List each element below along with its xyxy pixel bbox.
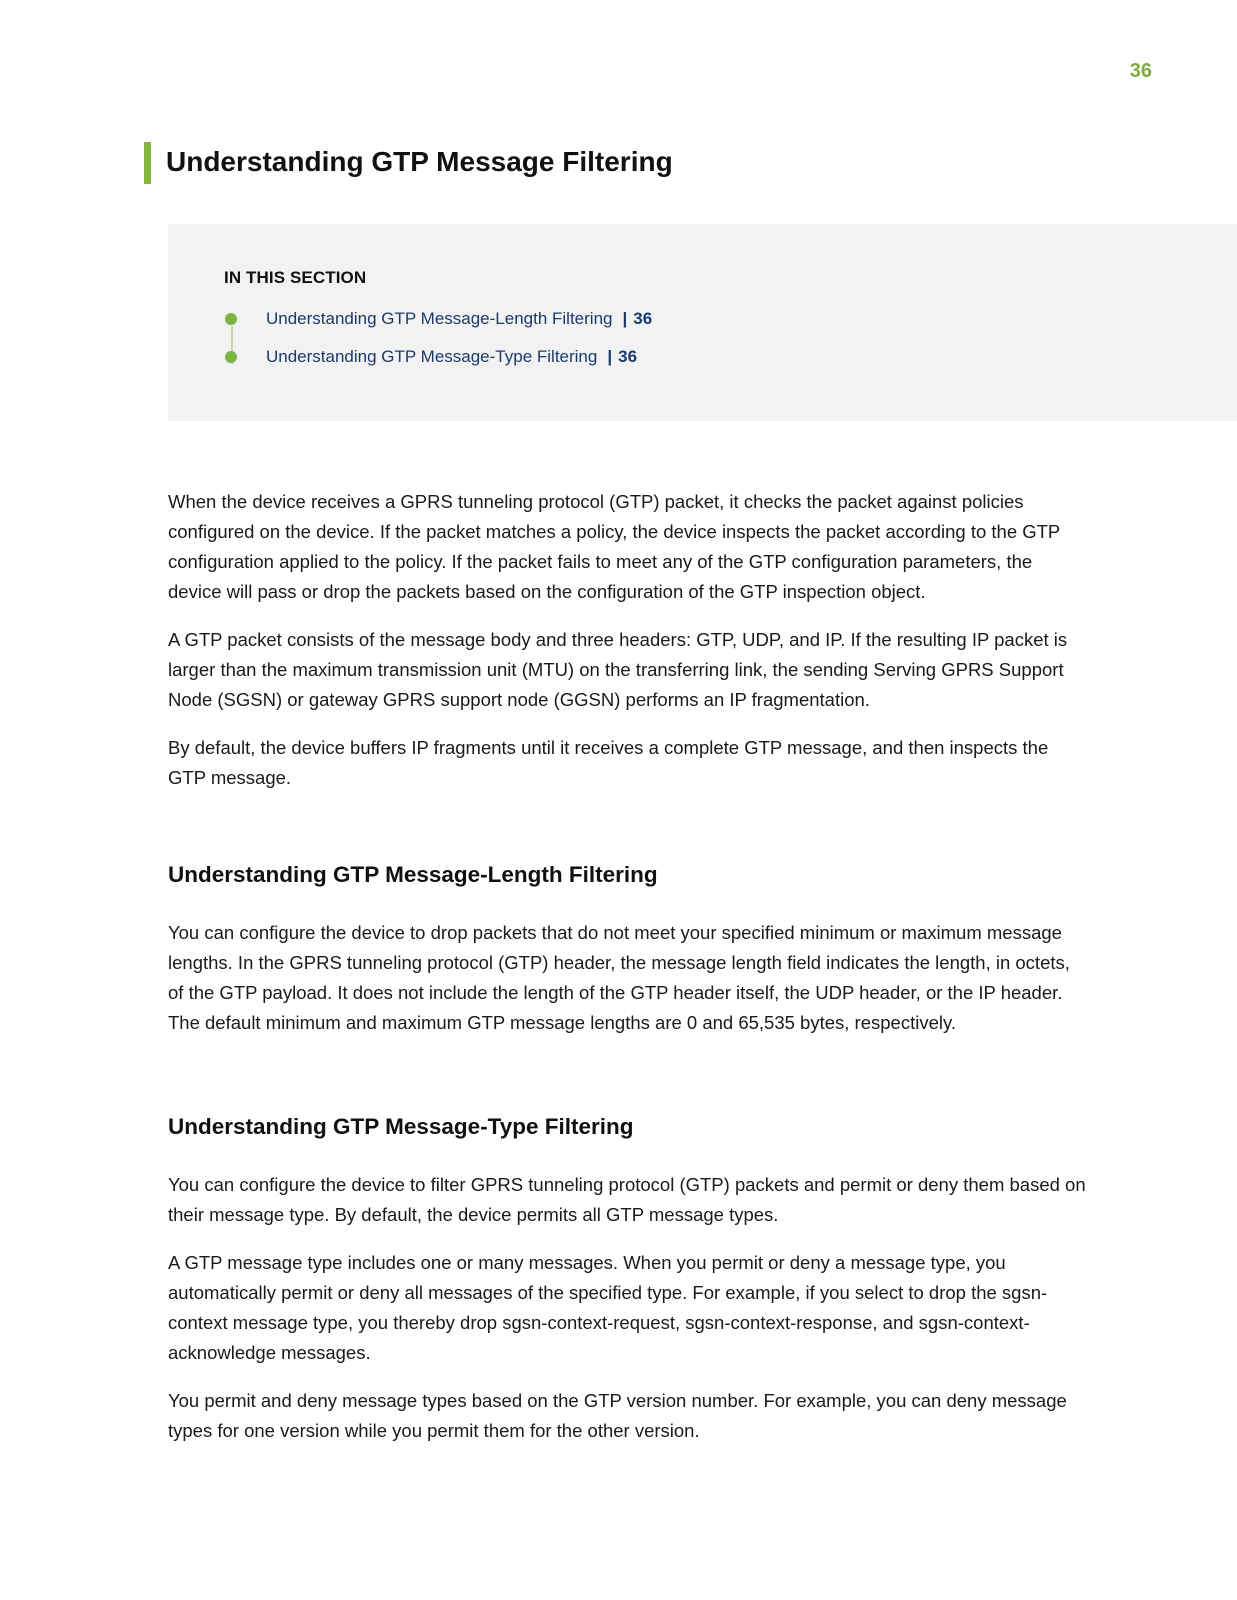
toc-page-number[interactable]: 36: [618, 347, 638, 366]
page-number: 36: [1129, 60, 1152, 82]
toc-item-message-type[interactable]: [224, 346, 637, 368]
intro-paragraph: A GTP packet consists of the message body and three headers: GTP, UDP, and IP. If the resulting IP packet is larger than the maximum transmission unit (MTU) on the transferring link, the sending Serving GPRS Support Node (SGSN) or gateway GPRS support node (GGSN) performs an IP fragmentation.: [168, 629, 1068, 710]
toc-separator: |: [622, 309, 628, 328]
toc-item-message-length[interactable]: [224, 308, 652, 330]
toc-link-label[interactable]: Understanding GTP Message-Type Filtering: [266, 347, 598, 366]
in-this-section-heading: IN THIS SECTION: [224, 268, 367, 287]
bullet-icon: [225, 351, 237, 363]
in-this-section-box: [168, 224, 1237, 421]
page-title: Understanding GTP Message Filtering: [144, 142, 673, 184]
toc-link-label[interactable]: Understanding GTP Message-Length Filtering: [266, 309, 613, 328]
section-paragraph: You can configure the device to filter GPRS tunneling protocol (GTP) packets and permit or deny them based on their message type. By default, the device permits all GTP message types.: [168, 1174, 1086, 1225]
section-message-length: [168, 862, 1088, 1038]
section-heading: Understanding GTP Message-Length Filtering: [168, 862, 658, 887]
section-paragraph: You can configure the device to drop packets that do not meet your specified minimum or maximum message lengths. In the GPRS tunneling protocol (GTP) header, the message length field indicates the length, in octets, of the GTP payload. It does not include the length of the GTP header itself, the UDP header, or the IP header. The default minimum and maximum GTP message lengths are 0 and 65,535 bytes, respectively.: [168, 922, 1070, 1033]
toc-page-number[interactable]: 36: [633, 309, 653, 328]
intro-block: [168, 487, 1088, 793]
intro-paragraph: When the device receives a GPRS tunneling protocol (GTP) packet, it checks the packet against policies configured on the device. If the packet matches a policy, the device inspects the packet according to the GTP configuration applied to the policy. If the packet fails to meet any of the GTP configuration parameters, the device will pass or drop the packets based on the configuration of the GTP inspection object.: [168, 491, 1060, 602]
section-message-type: [168, 1114, 1088, 1446]
bullet-icon: [225, 313, 237, 325]
section-heading: Understanding GTP Message-Type Filtering: [168, 1114, 634, 1139]
intro-paragraph: By default, the device buffers IP fragments until it receives a complete GTP message, and then inspects the GTP message.: [168, 737, 1049, 788]
section-paragraph: A GTP message type includes one or many messages. When you permit or deny a message type, you automatically permit or deny all messages of the specified type. For example, if you select to drop the sgsn-context message type, you thereby drop sgsn-context-request, sgsn-context-response, and sgsn-context-acknowledge messages.: [168, 1252, 1048, 1363]
section-paragraph: You permit and deny message types based on the GTP version number. For example, you can deny message types for one version while you permit them for the other version.: [168, 1390, 1067, 1441]
toc-separator: |: [607, 347, 613, 366]
